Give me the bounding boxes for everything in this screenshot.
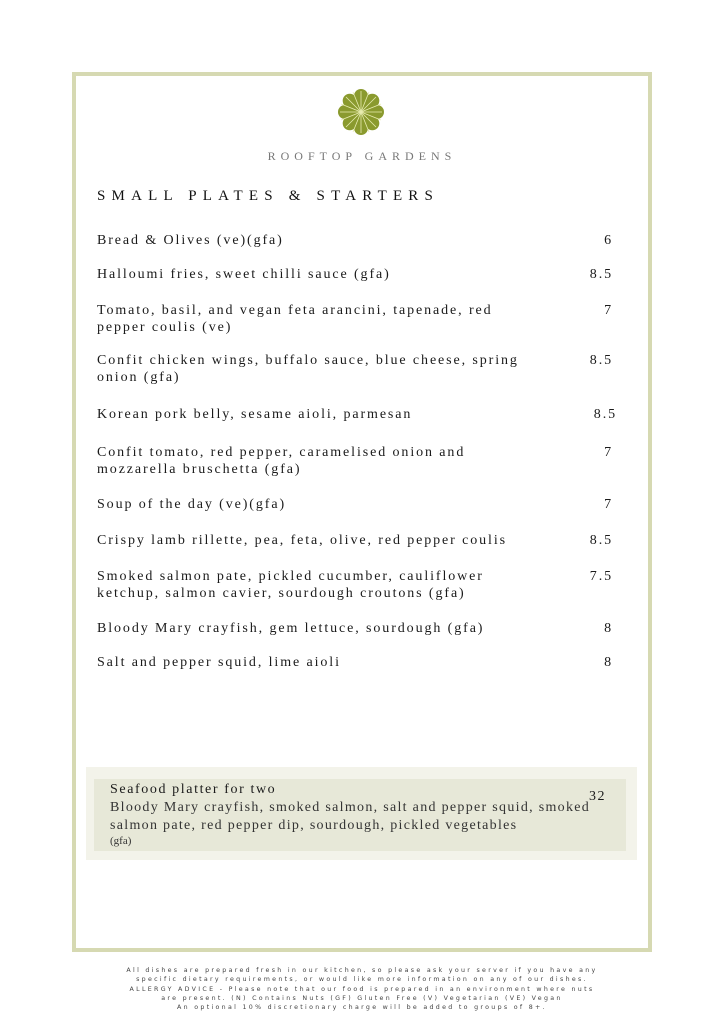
item-price: 8.5 [589,353,613,368]
item-price: 7.5 [589,569,613,584]
seafood-platter-box [86,767,637,860]
item-price: 7 [604,445,613,460]
allergy-footer [0,966,724,1012]
item-name: Smoked salmon pate, pickled cucumber, cauliflower ketchup, salmon cavier, sourdough croutons (gfa) [97,569,484,601]
menu-item [97,266,617,283]
item-name: Tomato, basil, and vegan feta arancini, tapenade, red pepper coulis (ve) [97,303,493,335]
item-name: Soup of the day (ve)(gfa) [97,497,287,512]
item-name: Bread & Olives (ve)(gfa) [97,233,284,248]
platter-title: Seafood platter for two [110,782,277,797]
item-price: 8.5 [589,533,613,548]
menu-item [97,302,617,336]
footer-line: specific dietary requirements, or would like more information on any of our dishes. [136,976,588,984]
item-price: 8 [604,621,613,636]
platter-panel [94,779,626,851]
menu-item [97,496,617,513]
footer-line: An optional 10% discretionary charge will be added to groups of 8+. [177,1004,547,1012]
item-name: Salt and pepper squid, lime aioli [97,655,341,670]
menu-item [97,232,617,249]
menu-item [97,406,617,423]
platter-tag: (gfa) [110,835,132,847]
item-name: Confit tomato, red pepper, caramelised onion and mozzarella bruschetta (gfa) [97,445,466,477]
item-name: Korean pork belly, sesame aioli, parmesan [97,407,413,422]
footer-line: ALLERGY ADVICE - Please note that our food is prepared in an environment where nuts [129,985,595,993]
flower-logo-icon [337,88,385,136]
item-name: Bloody Mary crayfish, gem lettuce, sourdough (gfa) [97,621,485,636]
menu-item [97,352,617,386]
item-price: 8.5 [589,267,613,282]
section-title: SMALL PLATES & STARTERS [97,188,440,204]
item-price: 8 [604,655,613,670]
item-name: Halloumi fries, sweet chilli sauce (gfa) [97,267,391,282]
menu-item [97,620,617,637]
platter-description: Bloody Mary crayfish, smoked salmon, salt and pepper squid, smoked salmon pate, red pepper dip, sourdough, pickled vegetables [110,800,591,833]
menu-item [97,654,617,671]
item-price: 7 [604,497,613,512]
menu-item [97,532,617,549]
item-price: 8.5 [593,407,617,422]
item-price: 7 [604,303,613,318]
menu-item [97,568,617,602]
item-name: Confit chicken wings, buffalo sauce, blue cheese, spring onion (gfa) [97,353,519,385]
item-price: 6 [604,233,613,248]
item-name: Crispy lamb rillette, pea, feta, olive, red pepper coulis [97,533,507,548]
platter-price: 32 [589,789,606,804]
footer-line: are present. (N) Contains Nuts (GF) Gluten Free (V) Vegetarian (VE) Vegan [161,994,563,1002]
menu-item [97,444,617,478]
footer-line: All dishes are prepared fresh in our kitchen, so please ask your server if you have any [126,967,598,974]
brand-name: ROOFTOP GARDENS [267,149,457,163]
